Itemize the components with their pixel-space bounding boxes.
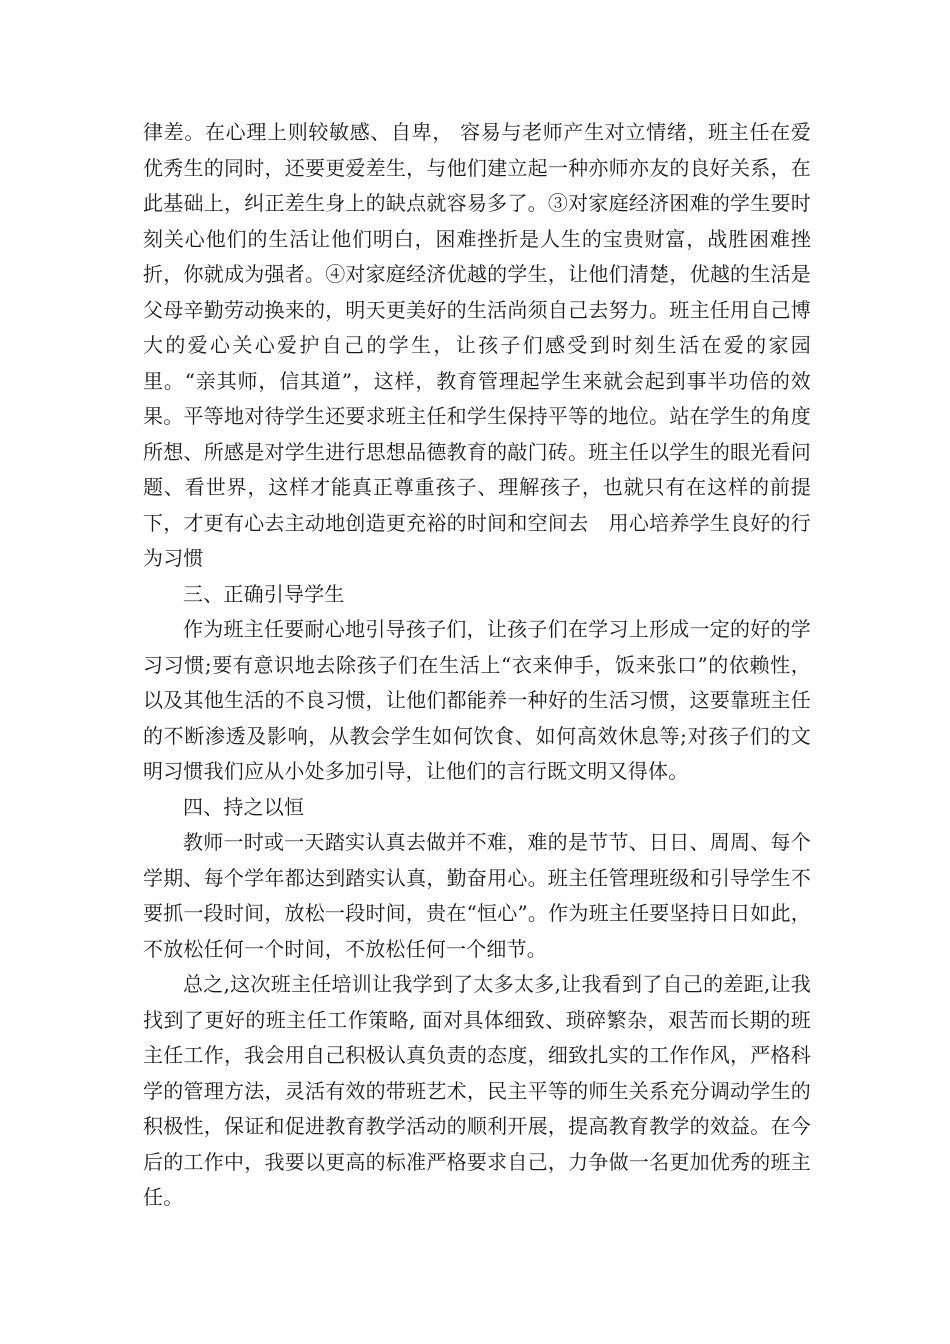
- section-heading-three: 三、正确引导学生: [183, 581, 345, 606]
- paragraph-guide-students: 作为班主任要耐心地引导孩子们，让孩子们在学习上形成一定的好的学习习惯;要有意识地去除孩子们在生活上“衣来伸手，饭来张口”的依赖性，以及其他生活的不良习惯，让他们都能养一种好的生活习惯，这要靠班主任的不断渗透及影响，从教会学生如何饮食、如何高效休息等;对孩子们的文明习惯我们应从小处多加引导，让他们的言行既文明又得体。: [143, 617, 811, 783]
- document-body: [143, 115, 811, 1216]
- paragraph-conclusion: 总之,这次班主任培训让我学到了太多太多,让我看到了自己的差距,让我找到了更好的班主任工作策略, 面对具体细致、琐碎繁杂，艰苦而长期的班主任工作，我会用自己积极认真负责的态度，细致扎实的工作作风，严格科学的管理方法，灵活有效的带班艺术，民主平等的师生关系充分调动学生的积极性，保证和促进教育教学活动的顺利开展，提高教育教学的效益。在今后的工作中，我要以更高的标准严格要求自己，力争做一名更加优秀的班主任。: [143, 972, 811, 1209]
- paragraph-continued: 律差。在心理上则较敏感、自卑， 容易与老师产生对立情绪，班主任在爱优秀生的同时，还要更爱差生，与他们建立起一种亦师亦友的良好关系，在此基础上，纠正差生身上的缺点就容易多了。③对家庭经济困难的学生要时刻关心他们的生活让他们明白，困难挫折是人生的宝贵财富，战胜困难挫折，你就成为强者。④对家庭经济优越的学生，让他们清楚，优越的生活是父母辛勤劳动换来的，明天更美好的生活尚须自己去努力。班主任用自己博大的爱心关心爱护自己的学生，让孩子们感受到时刻生活在爱的家园里。“亲其师，信其道”，这样，教育管理起学生来就会起到事半功倍的效果。平等地对待学生还要求班主任和学生保持平等的地位。站在学生的角度所想、所感是对学生进行思想品德教育的敲门砖。班主任以学生的眼光看问题、看世界，这样才能真正尊重孩子、理解孩子，也就只有在这样的前提下，才更有心去主动地创造更充裕的时间和空间去 用心培养学生良好的行为习惯: [143, 120, 811, 570]
- paragraph-perseverance: 教师一时或一天踏实认真去做并不难，难的是节节、日日、周周、每个学期、每个学年都达到踏实认真，勤奋用心。班主任管理班级和引导学生不要抓一段时间，放松一段时间，贵在“恒心”。作为班主任要坚持日日如此，不放松任何一个时间，不放松任何一个细节。: [143, 830, 811, 961]
- section-heading-four: 四、持之以恒: [183, 794, 305, 819]
